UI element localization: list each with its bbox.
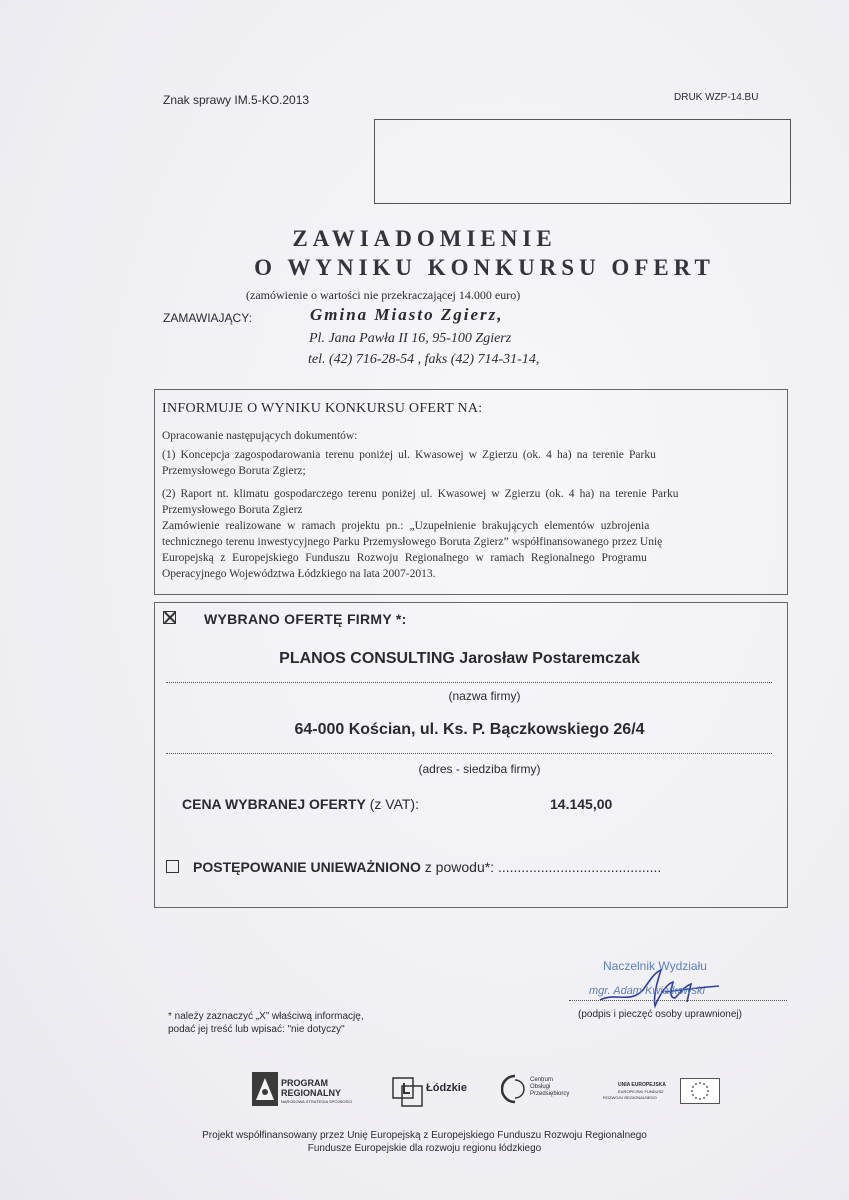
program-regionalny-logo-icon bbox=[252, 1072, 278, 1106]
price-label-bold: CENA WYBRANEJ OFERTY bbox=[182, 796, 366, 812]
ordering-party-name: Gmina Miasto Zgierz, bbox=[310, 305, 504, 324]
form-code: DRUK WZP-14.BU bbox=[674, 92, 759, 103]
footer-line2: Fundusze Europejskie dla rozwoju regionu łódzkiego bbox=[307, 1143, 542, 1154]
cancel-label-bold: POSTĘPOWANIE UNIEWAŻNIONO bbox=[193, 859, 421, 875]
signature-title-stamp: Naczelnik Wydziału bbox=[603, 959, 707, 973]
eu-flag-icon bbox=[680, 1078, 720, 1104]
info-project-line3: Europejską z Europejskiego Funduszu Rozwoju Regionalnego w ramach Regionalnego Programu bbox=[162, 552, 647, 564]
eu-line2: EUROPEJSKI FUNDUSZ bbox=[618, 1089, 664, 1094]
offer-selected-checkbox[interactable] bbox=[163, 611, 176, 624]
company-name: PLANOS CONSULTING Jarosław Postaremczak bbox=[279, 650, 640, 667]
info-project-line4: Operacyjnego Województwa Łódzkiego na lata 2007-2013. bbox=[162, 568, 436, 580]
stamp-box bbox=[374, 119, 791, 204]
signature-name-stamp: mgr. Adam Kwiatkowski bbox=[589, 985, 705, 997]
lodzkie-label: Łódzkie bbox=[426, 1082, 467, 1094]
ordering-party-contact: tel. (42) 716-28-54 , faks (42) 714-31-14, bbox=[308, 352, 540, 367]
document-title-line2: O WYNIKU KONKURSU OFERT bbox=[254, 255, 715, 280]
info-item2-line2: Przemysłowego Boruta Zgierz bbox=[162, 504, 303, 516]
cancel-checkbox[interactable] bbox=[166, 860, 179, 873]
footnote-line2: podać jej treść lub wpisać: "nie dotyczy" bbox=[168, 1024, 345, 1035]
company-address-caption: (adres - siedziba firmy) bbox=[418, 762, 541, 776]
price-label-vat: (z VAT): bbox=[369, 796, 419, 812]
centrum-line1: Centrum bbox=[530, 1077, 554, 1083]
info-project-line2: technicznego terenu inwestycyjnego Parku Przemysłowego Boruta Zgierz” współfinansowanego przez Unię bbox=[162, 536, 663, 548]
ordering-party-address: Pl. Jana Pawła II 16, 95-100 Zgierz bbox=[309, 331, 512, 346]
offer-selected-label: WYBRANO OFERTĘ FIRMY *: bbox=[204, 611, 407, 627]
eu-line3: ROZWOJU REGIONALNEGO bbox=[603, 1095, 657, 1100]
info-project-line1: Zamówienie realizowane w ramach projektu pn.: „Uzupełnienie brakujących elementów uzbrojenia bbox=[162, 520, 650, 532]
company-name-dotline bbox=[166, 682, 772, 683]
centrum-line3: Przedsiębiorcy bbox=[530, 1091, 570, 1097]
funding-footer bbox=[0, 1129, 849, 1155]
footer-line1: Projekt współfinansowany przez Unię Europejską z Europejskiego Funduszu Rozwoju Regionalnego bbox=[202, 1130, 647, 1141]
program-regionalny-line3: NARODOWA STRATEGIA SPÓJNOŚCI bbox=[281, 1099, 353, 1104]
centrum-obslugi-logo-icon bbox=[501, 1074, 529, 1104]
info-intro: Opracowanie następujących dokumentów: bbox=[162, 430, 358, 442]
centrum-line2: Obsługi bbox=[530, 1084, 551, 1090]
signature-dotline bbox=[569, 1000, 787, 1001]
lodzkie-logo-icon bbox=[392, 1077, 424, 1107]
signature-caption: (podpis i pieczęć osoby uprawnionej) bbox=[578, 1009, 742, 1020]
footnote-line1: * należy zaznaczyć „X” właściwą informację, bbox=[168, 1011, 364, 1022]
info-heading: INFORMUJE O WYNIKU KONKURSU OFERT NA: bbox=[162, 401, 483, 416]
company-address-dotline bbox=[166, 753, 772, 754]
price-label bbox=[182, 796, 419, 812]
company-name-caption: (nazwa firmy) bbox=[448, 689, 521, 703]
document-title-line1: ZAWIADOMIENIE bbox=[292, 226, 557, 251]
eu-line1: UNIA EUROPEJSKA bbox=[618, 1082, 666, 1088]
cancel-label bbox=[193, 859, 661, 875]
info-item1-line1: (1) Koncepcja zagospodarowania terenu poniżej ul. Kwasowej w Zgierzu (ok. 4 ha) na terenie Parku bbox=[162, 449, 656, 461]
company-address: 64-000 Kościan, ul. Ks. P. Bączkowskiego 26/4 bbox=[294, 721, 645, 738]
info-item1-line2: Przemysłowego Boruta Zgierz; bbox=[162, 465, 306, 477]
case-reference: Znak sprawy IM.5-KO.2013 bbox=[163, 93, 310, 107]
footnote bbox=[168, 1010, 364, 1036]
info-item2-line1: (2) Raport nt. klimatu gospodarczego terenu poniżej ul. Kwasowej w Zgierzu (ok. 4 ha) na terenie Parku bbox=[162, 488, 679, 500]
document-subtitle: (zamówienie o wartości nie przekraczającej 14.000 euro) bbox=[246, 288, 521, 302]
program-regionalny-line1: PROGRAM bbox=[281, 1078, 328, 1088]
program-regionalny-line2: REGIONALNY bbox=[281, 1088, 342, 1098]
ordering-party-label: ZAMAWIAJĄCY: bbox=[163, 311, 252, 325]
price-value: 14.145,00 bbox=[550, 796, 613, 812]
cancel-reason: z powodu*: .......................................... bbox=[424, 859, 662, 875]
